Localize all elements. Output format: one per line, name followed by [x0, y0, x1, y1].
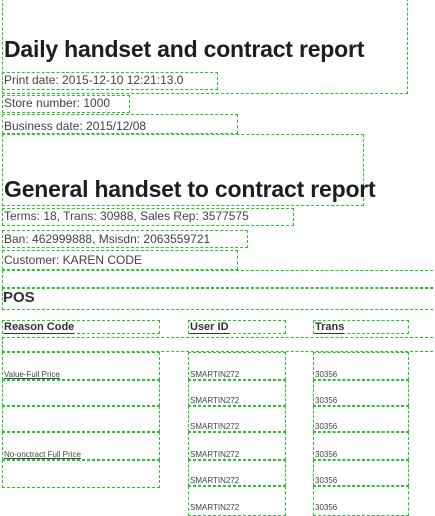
- print-date: Print date: 2015-12-10 12:21:13.0: [4, 73, 184, 87]
- customer-line: Customer: KAREN CODE: [4, 253, 143, 267]
- report-title: Daily handset and contract report: [4, 36, 365, 62]
- pos-heading-box: [2, 288, 435, 310]
- terms-line: Terms: 18, Trans: 30988, Sales Rep: 3577575: [4, 209, 249, 223]
- trans-value: 30356: [315, 370, 338, 379]
- trans-value: 30356: [315, 476, 338, 485]
- trans-value: 30356: [315, 503, 338, 512]
- reason-box: [2, 380, 160, 406]
- user-id-value: SMARTIN272: [190, 503, 240, 512]
- reason-box: [2, 406, 160, 432]
- pos-region: [2, 270, 435, 288]
- col-header-user: User ID: [190, 321, 229, 333]
- reason-code-value: No-onctract Full Price: [4, 450, 81, 459]
- ban-line: Ban: 462999888, Msisdn: 2063559721: [4, 232, 211, 246]
- user-id-value: SMARTIN272: [190, 396, 240, 405]
- business-date: Business date: 2015/12/08: [4, 119, 147, 133]
- reason-box: [2, 460, 160, 488]
- general-title: General handset to contract report: [4, 176, 376, 202]
- col-header-reason: Reason Code: [4, 321, 75, 333]
- header-separator: [2, 337, 435, 352]
- user-id-value: SMARTIN272: [190, 450, 240, 459]
- col-header-trans: Trans: [315, 321, 345, 333]
- user-id-value: SMARTIN272: [190, 422, 240, 431]
- pos-heading: POS: [3, 289, 35, 306]
- user-id-value: SMARTIN272: [190, 476, 240, 485]
- user-id-value: SMARTIN272: [190, 370, 240, 379]
- reason-code-value: Value-Full Price: [4, 370, 60, 379]
- store-number: Store number: 1000: [4, 96, 111, 110]
- trans-value: 30356: [315, 422, 338, 431]
- trans-value: 30356: [315, 396, 338, 405]
- trans-value: 30356: [315, 450, 338, 459]
